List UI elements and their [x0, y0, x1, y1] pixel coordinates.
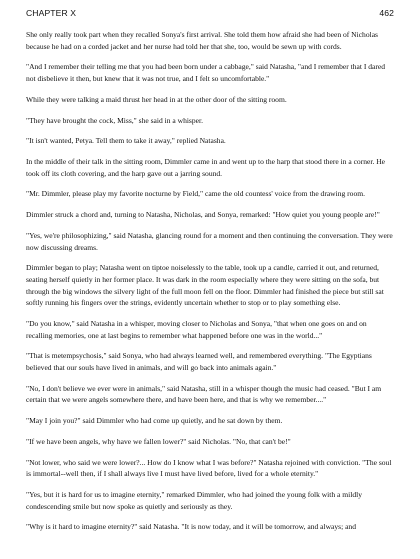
paragraph: Dimmler began to play; Natasha went on tiptoe noiselessly to the table, took up a candle, carried it out, and returned, seating herself quietly in her former place. It was dark in the room especially where they were sitting on the sofa, but through the big windows the silvery light of the full moon fell on the floor. Dimmler had finished the piece but still sat softly running his fingers over the strings, evidently uncertain whether to stop or to play something else. [26, 263, 384, 308]
paragraph: "And I remember their telling me that you had been born under a cabbage," said Natasha, "and I remember that I dared not disbelieve it then, but knew that it was not true, and I felt so uncomfortable." [26, 62, 385, 83]
body-text [26, 29, 394, 533]
paragraph: "Yes, but it is hard for us to imagine eternity," remarked Dimmler, who had joined the young folk with a mildly condescending smile but now spoke as quietly and seriously as they. [26, 490, 362, 511]
paragraph: "Why is it hard to imagine eternity?" said Natasha. "It is now today, and it will be tomorrow, and always; and [26, 522, 356, 532]
paragraph: She only really took part when they recalled Sonya's first arrival. She told them how afraid she had been of Nicholas because he had on a corded jacket and her nurse had told her that she, too, would be sewn up with cords. [26, 30, 378, 51]
paragraph: Dimmler struck a chord and, turning to Natasha, Nicholas, and Sonya, remarked: "How quiet you young people are!" [26, 210, 380, 220]
paragraph: "No, I don't believe we ever were in animals," said Natasha, still in a whisper though the music had ceased. "But I am certain that we were angels somewhere there, and have been here, and that is why we remember...." [26, 383, 382, 405]
paragraph: "Yes, we're philosophizing," said Natasha, glancing round for a moment and then continuing the conversation. They were now discussing dreams. [26, 231, 393, 252]
paragraph: While they were talking a maid thrust her head in at the other door of the sitting room. [26, 94, 287, 104]
paragraph: "That is metempsychosis," said Sonya, who had always learned well, and remembered everything. "The Egyptians believed that our souls have lived in animals, and will go back into animals again." [26, 351, 372, 372]
paragraph: "If we have been angels, why have we fallen lower?" said Nicholas. "No, that can't be!" [26, 436, 291, 446]
paragraph: "It isn't wanted, Petya. Tell them to take it away," replied Natasha. [26, 136, 226, 146]
paragraph: "Not lower, who said we were lower?... How do I know what I was before?" Natasha rejoined with conviction. "The soul is immortal--well then, if I shall always live I must have lived before, lived for a whole eternity." [26, 457, 392, 479]
paragraph: In the middle of their talk in the sitting room, Dimmler came in and went up to the harp that stood there in a corner. He took off its cloth covering, and the harp gave out a jarring sound. [26, 157, 386, 178]
paragraph: "Do you know," said Natasha in a whisper, moving closer to Nicholas and Sonya, "that when one goes on and on recalling memories, one at last begins to remember what happened before one was in the world..." [26, 318, 367, 340]
paragraph: "Mr. Dimmler, please play my favorite nocturne by Field," came the old countess' voice from the drawing room. [26, 189, 365, 199]
page-header [26, 8, 394, 18]
paragraph: "They have brought the cock, Miss," she said in a whisper. [26, 115, 203, 125]
paragraph: "May I join you?" said Dimmler who had come up quietly, and he sat down by them. [26, 416, 283, 426]
chapter-heading: CHAPTER X [26, 8, 77, 18]
page-number: 462 [379, 8, 394, 18]
